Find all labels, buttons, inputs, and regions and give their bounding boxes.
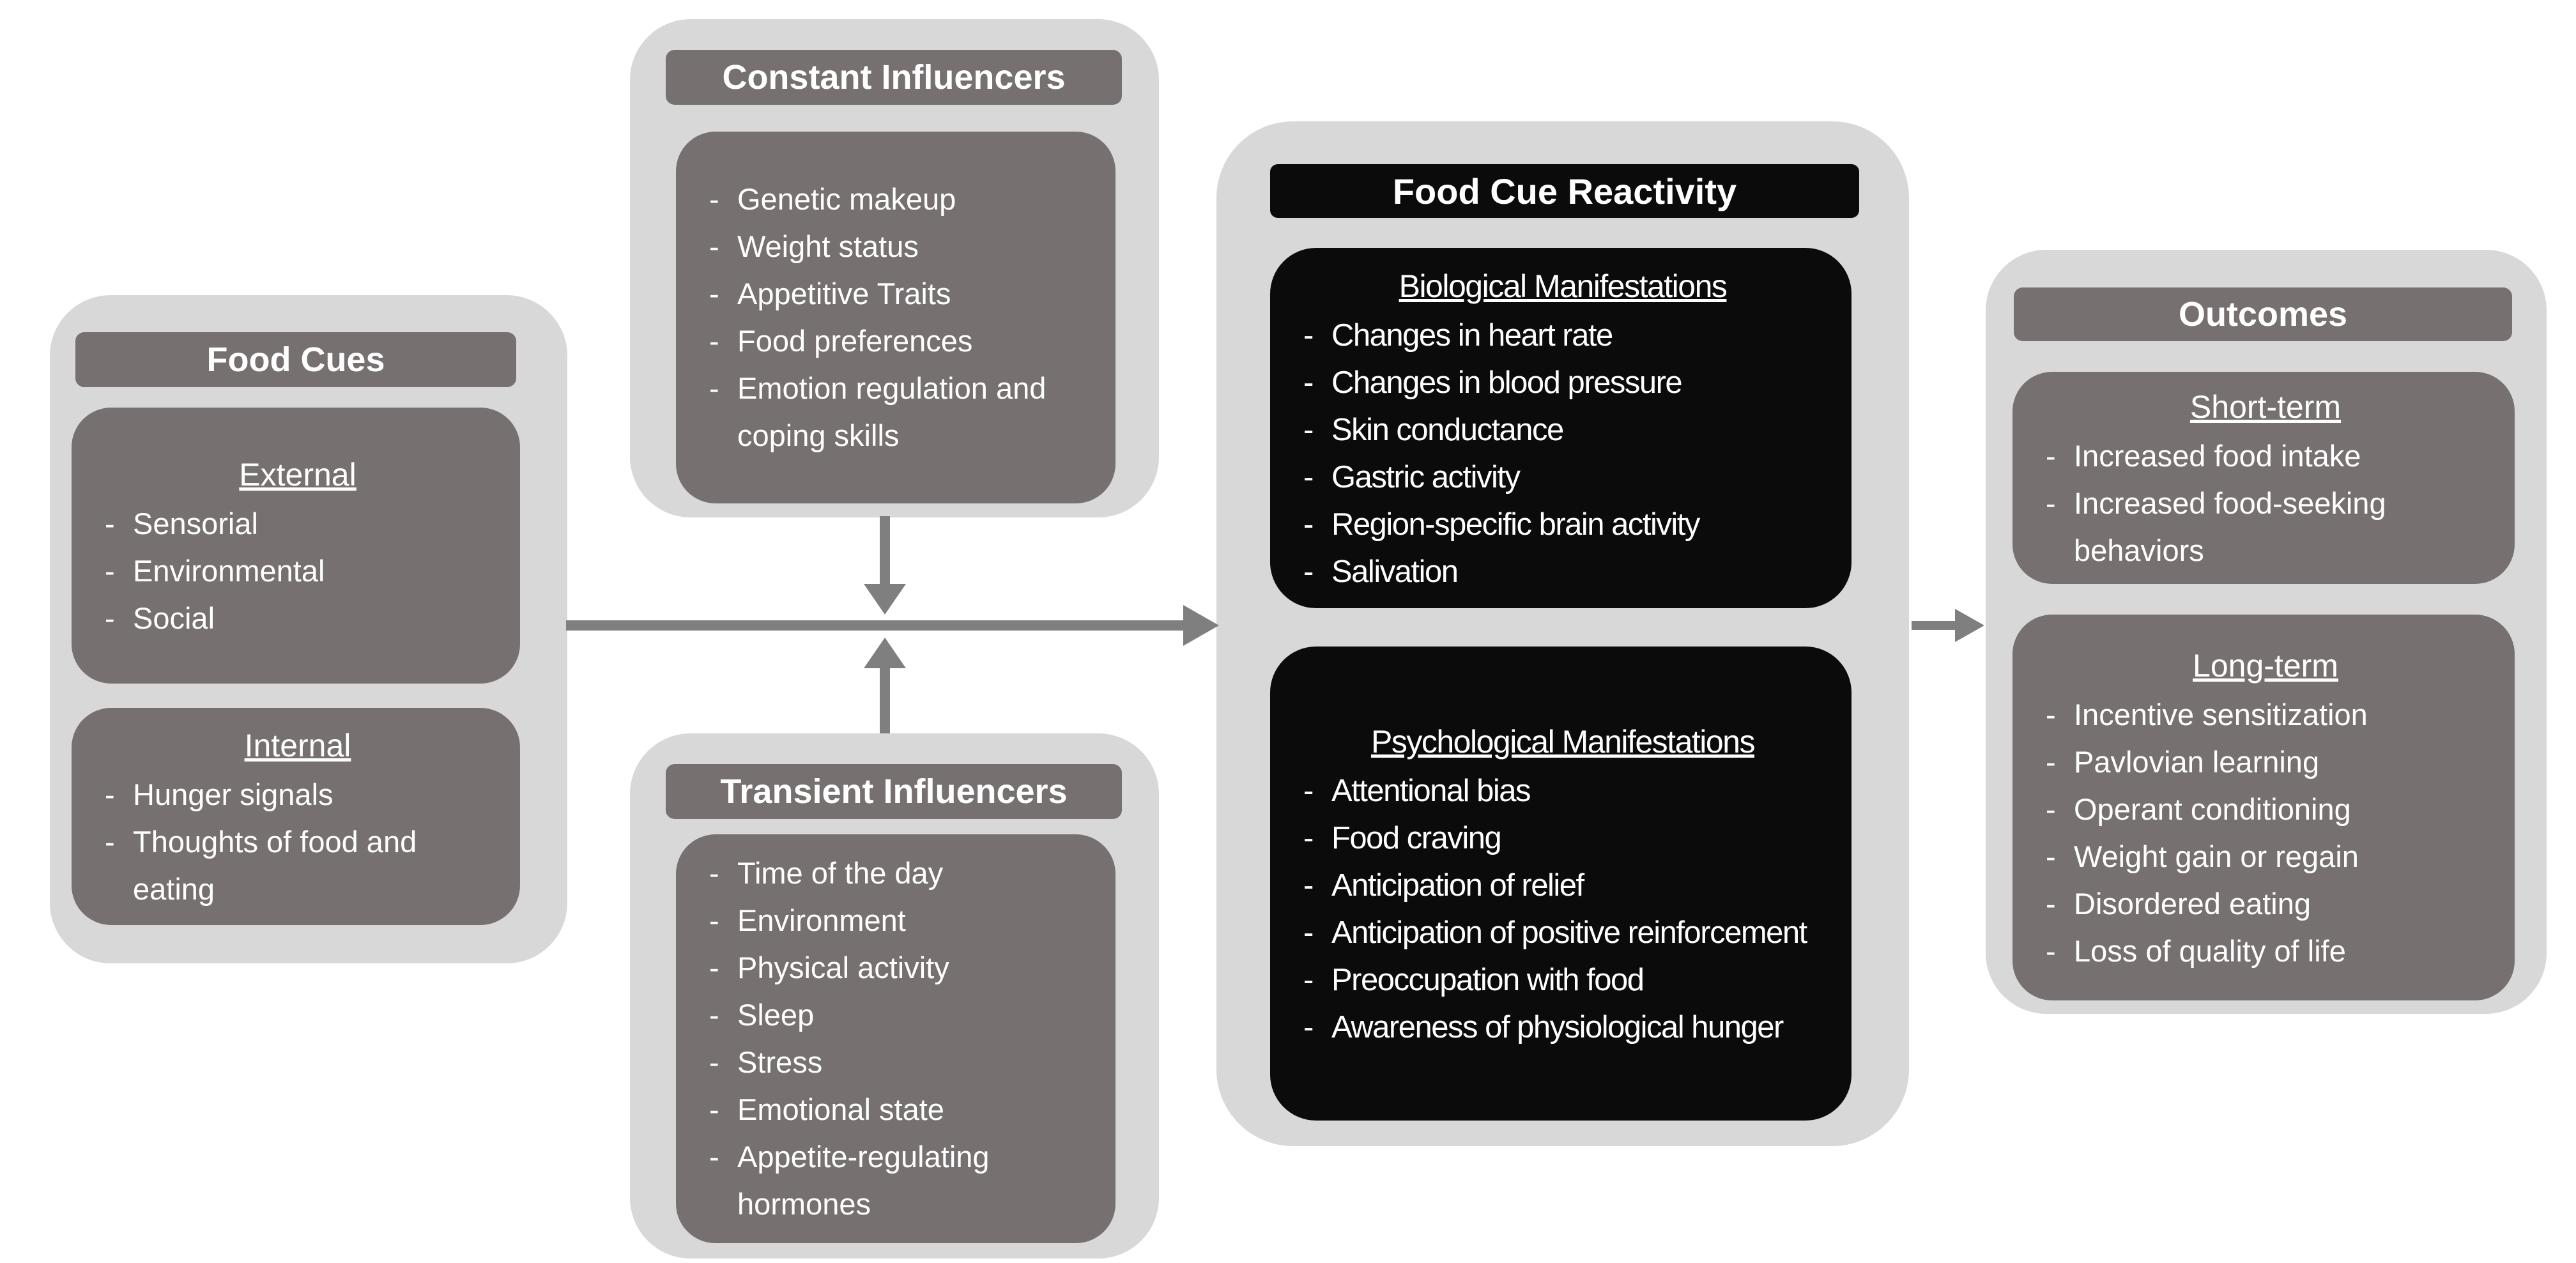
bullet-dash: - [2046,887,2056,921]
list-item [101,500,494,547]
list-item [1300,359,1826,406]
food-cues-header [75,332,516,387]
bullet-dash: - [1303,460,1313,494]
outcomes-arrow-shaft [1912,621,1956,630]
short-term-box [2012,372,2515,584]
list-item-text: Sleep [737,998,815,1032]
bullet-dash: - [1303,365,1313,400]
list-item [705,223,1090,270]
bullet-dash: - [1303,555,1313,589]
list-item-text: Food craving [1331,821,1501,855]
list-item-text: Disordered eating [2074,887,2311,921]
list-item [2042,880,2489,928]
list-item-text: Sensorial [133,507,258,540]
bullet-dash: - [709,277,719,310]
bullet-dash: - [105,601,115,635]
long-term-box [2012,615,2515,1000]
bullet-dash: - [709,856,719,890]
list-item [1300,862,1826,909]
bullet-dash: - [1303,1010,1313,1045]
bullet-dash: - [105,825,115,859]
constant-influencers-box [676,132,1116,503]
bullet-dash: - [1303,413,1313,447]
list-item-text: Emotional state [737,1092,944,1126]
list-item-text: Appetitive Traits [737,277,951,310]
psychological-list [1300,767,1826,1051]
list-item-text: Awareness of physiological hunger [1331,1010,1783,1045]
bullet-dash: - [2046,839,2056,873]
list-item [2042,691,2489,739]
list-item [1300,406,1826,454]
list-item [1300,956,1826,1004]
psychological-manifestations-box [1270,647,1851,1121]
list-item-text: Social [133,601,215,635]
bullet-dash: - [709,998,719,1032]
bullet-dash: - [709,1140,719,1174]
list-item-text: Stress [737,1045,823,1079]
bullet-dash: - [1303,507,1313,542]
transient-influencers-box [676,834,1116,1243]
bullet-dash: - [105,507,115,540]
list-item [1300,548,1826,595]
list-item-text: Changes in blood pressure [1331,365,1682,400]
biological-manifestations-box [1270,248,1851,608]
list-item-text: Skin conductance [1331,413,1563,447]
bullet-dash: - [1303,318,1313,353]
list-item-text: Salivation [1331,555,1458,589]
food-cue-reactivity-header [1270,164,1859,218]
short-term-list [2042,432,2489,574]
biological-title: Biological Manifestations [1399,268,1727,304]
list-item [101,771,494,818]
constant-down-arrow-shaft [880,516,890,585]
list-item-text: Weight status [737,229,919,263]
bullet-dash: - [2046,486,2056,520]
transient-influencers-header [666,764,1122,819]
list-item [705,365,1090,459]
bullet-dash: - [2046,934,2056,968]
bullet-dash: - [1303,868,1313,903]
list-item-text: Anticipation of relief [1331,868,1584,903]
short-term-title: Short-term [2189,389,2342,425]
internal-title: Internal [244,728,351,763]
list-item [2042,833,2489,880]
list-item [1300,1004,1826,1051]
bullet-dash: - [709,371,719,405]
list-item [1300,501,1826,548]
list-item [1300,312,1826,359]
bullet-dash: - [709,229,719,263]
list-item-text: Increased food-seeking behaviors [2074,486,2386,567]
list-item [2042,739,2489,786]
list-item-text: Anticipation of positive reinforcement [1331,915,1807,950]
list-item-text: Environmental [133,554,325,588]
long-term-list [2042,691,2489,975]
list-item-text: Loss of quality of life [2074,934,2346,968]
list-item [2042,928,2489,975]
list-item-text: Thoughts of food and eating [133,825,417,906]
bullet-dash: - [1303,915,1313,950]
list-item [1300,767,1826,815]
list-item [705,1086,1090,1133]
bullet-dash: - [1303,774,1313,808]
list-item [101,595,494,642]
bullet-dash: - [105,777,115,811]
constant-influencers-title: Constant Influencers [722,58,1066,96]
list-item [705,850,1090,897]
list-item-text: Changes in heart rate [1331,318,1613,353]
bullet-dash: - [2046,745,2056,779]
bullet-dash: - [709,182,719,216]
list-item [705,897,1090,944]
constant-influencers-list [705,176,1090,459]
external-box [72,408,520,684]
list-item [2042,480,2489,574]
list-item-text: Operant conditioning [2074,792,2351,826]
list-item [705,318,1090,365]
list-item [705,176,1090,223]
bullet-dash: - [2046,439,2056,473]
transient-influencers-list [705,850,1090,1228]
bullet-dash: - [2046,792,2056,826]
outcomes-title: Outcomes [2178,295,2348,333]
biological-list [1300,312,1826,595]
internal-box [72,708,520,925]
bullet-dash: - [2046,698,2056,731]
list-item [705,944,1090,991]
psychological-title: Psychological Manifestations [1371,724,1754,760]
bullet-dash: - [1303,963,1313,997]
transient-up-arrow-icon [864,638,906,668]
list-item-text: Attentional bias [1331,774,1531,808]
list-item [705,270,1090,318]
outcomes-header [2014,287,2512,341]
list-item [705,1039,1090,1086]
outcomes-arrow-right-icon [1955,609,1984,642]
list-item-text: Emotion regulation and coping skills [737,371,1046,452]
list-item-text: Genetic makeup [737,182,956,216]
bullet-dash: - [709,324,719,358]
transient-up-arrow-shaft [880,668,890,733]
constant-influencers-header [666,50,1122,105]
list-item [1300,815,1826,862]
list-item-text: Time of the day [737,856,944,890]
list-item [101,547,494,595]
list-item [2042,786,2489,833]
list-item-text: Pavlovian learning [2074,745,2320,779]
list-item-text: Food preferences [737,324,973,358]
constant-down-arrow-icon [864,584,906,615]
external-title: External [239,457,356,493]
list-item-text: Preoccupation with food [1331,963,1644,997]
list-item [2042,432,2489,480]
list-item [705,1133,1090,1228]
list-item-text: Increased food intake [2074,439,2361,473]
list-item-text: Physical activity [737,951,949,984]
main-horizontal-arrow-shaft [566,620,1186,631]
list-item [1300,454,1826,501]
list-item [1300,909,1826,956]
transient-influencers-title: Transient Influencers [720,772,1068,811]
list-item-text: Environment [737,903,906,937]
bullet-dash: - [709,903,719,937]
list-item-text: Region-specific brain activity [1331,507,1699,542]
list-item-text: Hunger signals [133,777,334,811]
list-item [101,818,494,913]
food-cue-reactivity-title: Food Cue Reactivity [1392,171,1737,211]
list-item [705,991,1090,1039]
external-list [101,500,494,642]
internal-list [101,771,494,913]
bullet-dash: - [709,1092,719,1126]
food-cues-title: Food Cues [206,341,385,379]
list-item-text: Weight gain or regain [2074,839,2359,873]
bullet-dash: - [709,1045,719,1079]
bullet-dash: - [1303,821,1313,855]
list-item-text: Incentive sensitization [2074,698,2368,731]
bullet-dash: - [105,554,115,588]
list-item-text: Gastric activity [1331,460,1520,494]
bullet-dash: - [709,951,719,984]
main-arrow-right-icon [1183,605,1219,646]
long-term-title: Long-term [2193,648,2338,684]
list-item-text: Appetite-regulating hormones [737,1140,990,1221]
